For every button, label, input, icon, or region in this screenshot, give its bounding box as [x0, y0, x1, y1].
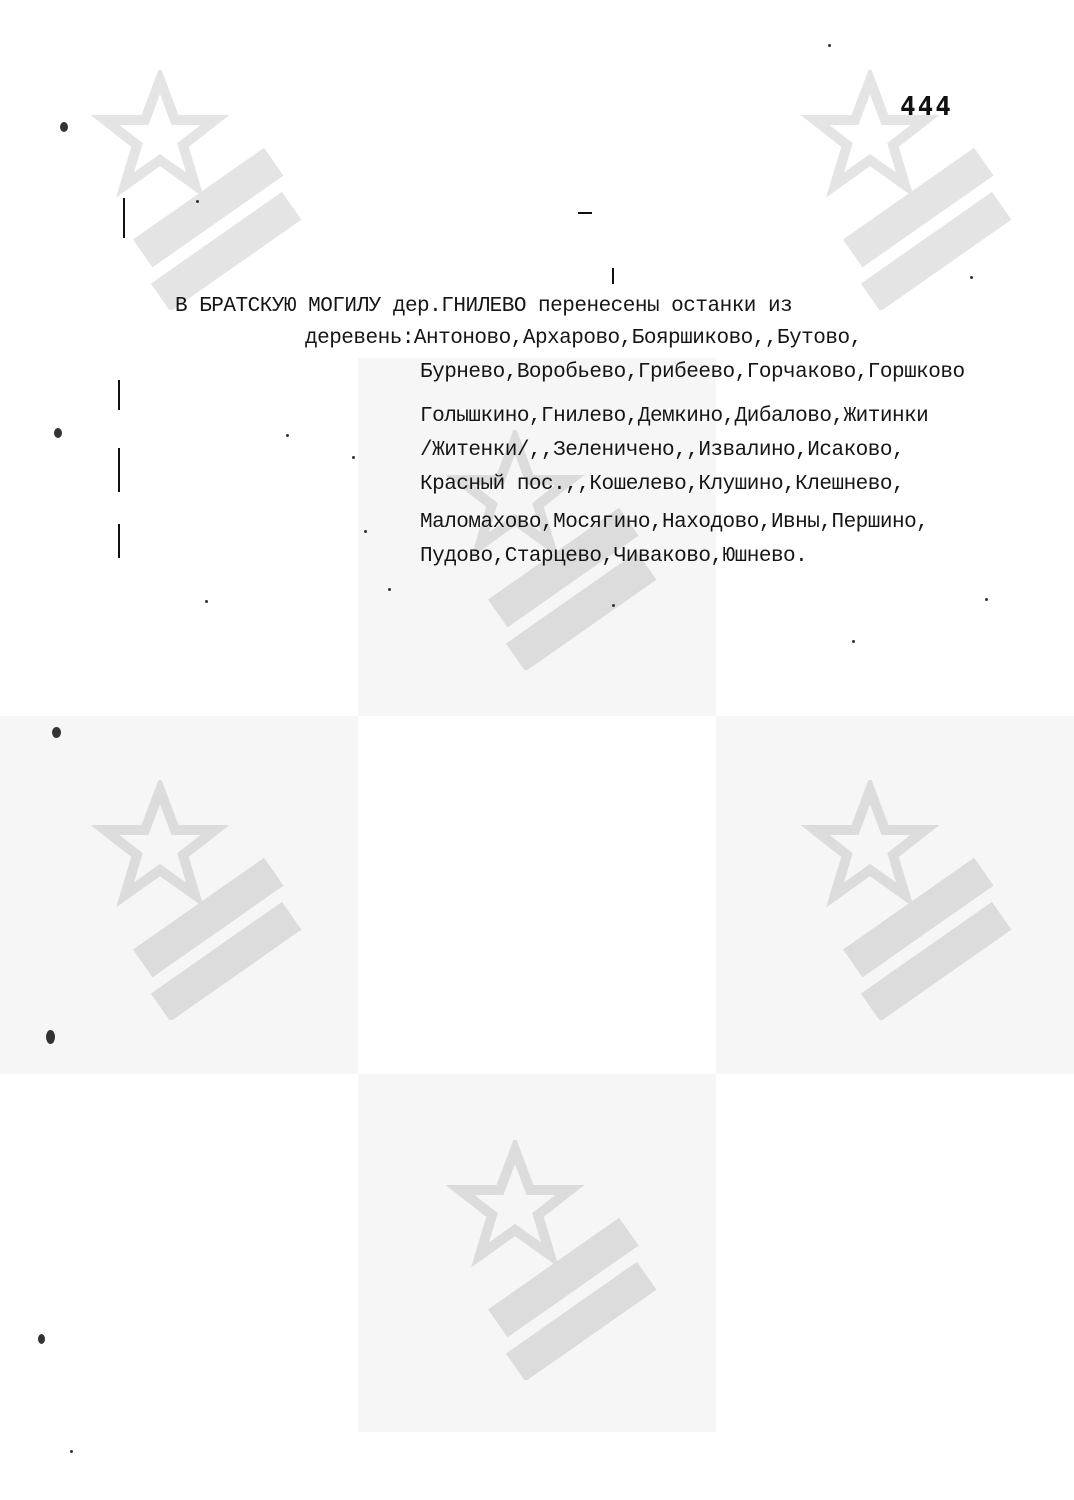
scan-speck — [985, 598, 988, 601]
text-line-4: Голышкино,Гнилево,Демкино,Дибалово,Житинки — [420, 405, 929, 428]
punch-hole-mark — [54, 428, 62, 438]
scan-speck — [828, 44, 831, 47]
text-line-7: Маломахово,Мосягино,Находово,Ивны,Першино, — [420, 511, 929, 534]
margin-line — [118, 380, 120, 410]
margin-line — [118, 524, 120, 558]
punch-hole-mark — [52, 727, 61, 738]
margin-line — [612, 268, 614, 284]
scan-speck — [970, 276, 973, 279]
scan-speck — [286, 434, 289, 437]
page-number: 444 — [900, 92, 953, 122]
watermark-logo — [800, 780, 1020, 1020]
scan-speck — [388, 588, 391, 591]
punch-hole-mark — [60, 122, 68, 132]
scan-speck — [364, 530, 367, 533]
text-line-2: деревень:Антоново,Архарово,Бояршиково,,Бутово, — [305, 327, 862, 350]
margin-line — [118, 448, 120, 492]
watermark-logo — [90, 70, 310, 310]
text-line-3: Бурнево,Воробьево,Грибеево,Горчаково,Горшково — [420, 361, 965, 384]
scan-speck — [612, 604, 615, 607]
scan-speck — [578, 212, 592, 214]
punch-hole-mark — [46, 1030, 55, 1044]
scan-speck — [205, 600, 208, 603]
scan-speck — [352, 456, 355, 459]
watermark-logo — [90, 780, 310, 1020]
scan-speck — [70, 1450, 73, 1453]
margin-line — [123, 198, 125, 238]
text-line-5: /Житенки/,,Зеленичено,,Извалино,Исаково, — [420, 439, 905, 462]
text-line-6: Красный пос.,,Кошелево,Клушино,Клешнево, — [420, 473, 905, 496]
scan-speck — [852, 640, 855, 643]
text-line-1: В БРАТСКУЮ МОГИЛУ дер.ГНИЛЕВО перенесены останки из — [175, 295, 793, 318]
watermark-logo — [445, 1140, 665, 1380]
text-line-8: Пудово,Старцево,Чиваково,Юшнево. — [420, 545, 808, 568]
punch-hole-mark — [38, 1334, 45, 1344]
scan-speck — [196, 200, 199, 203]
